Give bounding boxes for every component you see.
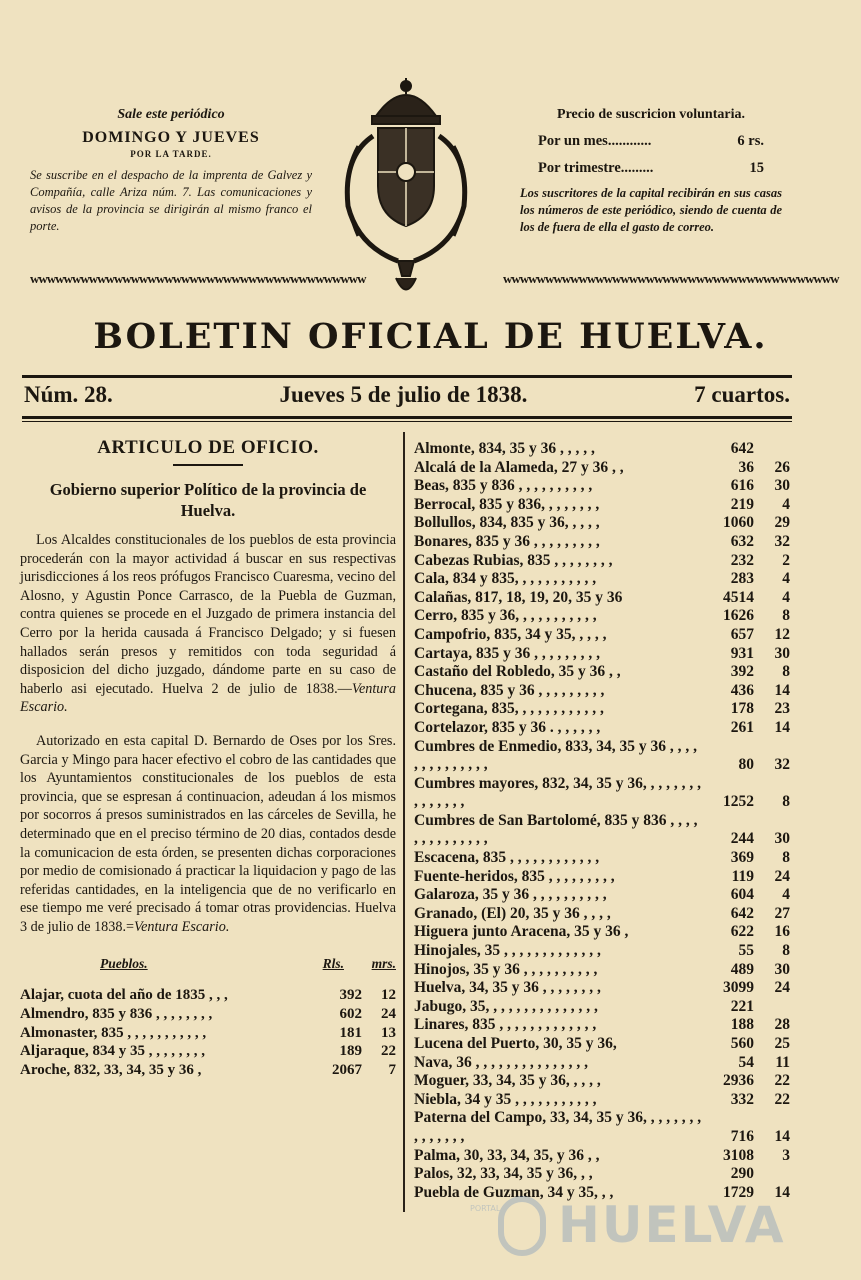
amount-mrs: 26: [774, 458, 790, 476]
town-name: Chucena, 835 y 36 , , , , , , , , ,: [414, 681, 605, 699]
amount-mrs: 8: [782, 663, 790, 681]
amount-mrs: 4: [782, 886, 790, 904]
amount-mrs: 23: [774, 700, 790, 718]
town-name: Berrocal, 835 y 836, , , , , , , ,: [414, 495, 600, 513]
top-rule: [22, 375, 792, 378]
amount-mrs: 8: [782, 849, 790, 867]
town-name: Cartaya, 835 y 36 , , , , , , , , ,: [414, 644, 600, 662]
town-name: Cumbres de Enmedio, 833, 34, 35 y 36 , , , , , , , , , , , , , ,: [414, 737, 698, 774]
signature: Ventura Escario.: [134, 918, 230, 935]
notice-paragraph-2: [20, 732, 396, 937]
table-row: [414, 440, 790, 459]
table-row: [414, 700, 790, 719]
table-row: [20, 1024, 396, 1043]
issue-date: Jueves 5 de julio de 1838.: [279, 382, 528, 407]
amount-rls: 36: [738, 458, 754, 476]
amount-rls: 436: [730, 681, 754, 699]
town-name: Huelva, 34, 35 y 36 , , , , , , , ,: [414, 979, 601, 997]
amount-mrs: 8: [782, 942, 790, 960]
amount-mrs: 24: [774, 979, 790, 997]
table-row: [414, 682, 790, 701]
table-row: [414, 459, 790, 478]
table-row: [414, 1016, 790, 1035]
amount-rls: 283: [730, 570, 754, 588]
amount-rls: 119: [731, 867, 754, 885]
amount-rls: 369: [730, 849, 754, 867]
amount-rls: 931: [730, 644, 754, 662]
table-row: [414, 1091, 790, 1110]
amount-mrs: 13: [381, 1024, 396, 1041]
amount-mrs: 30: [774, 830, 790, 848]
amount-rls: 489: [730, 960, 754, 978]
table-row: [414, 719, 790, 738]
amount-mrs: 11: [775, 1053, 790, 1071]
amount-mrs: 14: [774, 1183, 790, 1201]
amount-rls: 219: [730, 495, 754, 513]
town-name: Aroche, 832, 33, 34, 35 y 36 ,: [20, 1061, 202, 1078]
town-name: Alajar, cuota del año de 1835 , , ,: [20, 987, 228, 1004]
amount-mrs: 30: [774, 477, 790, 495]
price-note: Los suscritores de la capital recibirán en sus casas los números de este periódico, siendo de cuenta de los de fuera de ella el gasto de correo.: [520, 186, 782, 234]
watermark-logo-icon: [498, 1196, 546, 1256]
town-name: Cortelazor, 835 y 36 . , , , , , ,: [414, 718, 601, 736]
amount-rls: 232: [730, 551, 754, 569]
amount-rls: 1729: [723, 1183, 754, 1201]
table-row: [414, 942, 790, 961]
table-row: [414, 1072, 790, 1091]
town-name: Fuente-heridos, 835 , , , , , , , , ,: [414, 867, 615, 885]
amount-mrs: 4: [782, 570, 790, 588]
debt-table-right: [414, 440, 790, 1202]
header-pueblos: Pueblos.: [100, 956, 148, 972]
table-row: [414, 663, 790, 682]
town-name: Linares, 835 , , , , , , , , , , , , ,: [414, 1016, 597, 1034]
amount-mrs: 30: [774, 644, 790, 662]
town-name: Palos, 32, 33, 34, 35 y 36, , ,: [414, 1165, 593, 1183]
town-name: Bonares, 835 y 36 , , , , , , , , ,: [414, 532, 600, 550]
table-row: [414, 1147, 790, 1166]
subscription-info: [30, 107, 312, 235]
town-name: Alcalá de la Alameda, 27 y 36 , ,: [414, 458, 624, 476]
amount-rls: 332: [730, 1090, 754, 1108]
left-column: [20, 437, 396, 1079]
price-label: Por trimestre.........: [538, 160, 654, 176]
subscription-text: Se suscribe en el despacho de la imprenta de Galvez y Compañía, calle Ariza núm. 7. Las comunicaciones y avisos de la provincia se dirigirán al mismo franco el porte.: [30, 168, 312, 233]
amount-mrs: 4: [782, 588, 790, 606]
town-name: Niebla, 34 y 35 , , , , , , , , , , ,: [414, 1090, 597, 1108]
issue-price: 7 cuartos.: [694, 382, 790, 407]
table-row: [414, 607, 790, 626]
town-name: Cerro, 835 y 36, , , , , , , , , , ,: [414, 607, 597, 625]
amount-mrs: 14: [774, 681, 790, 699]
masthead-title: BOLETIN OFICIAL DE HUELVA.: [93, 316, 768, 357]
table-row: [414, 998, 790, 1017]
table-row: [414, 886, 790, 905]
town-name: Campofrio, 835, 34 y 35, , , , ,: [414, 625, 607, 643]
amount-mrs: 7: [388, 1061, 396, 1078]
price-value: 15: [749, 160, 764, 176]
table-row: [414, 477, 790, 496]
amount-rls: 1252: [723, 793, 754, 811]
amount-mrs: 32: [774, 756, 790, 774]
amount-mrs: 8: [782, 607, 790, 625]
amount-mrs: 25: [774, 1035, 790, 1052]
amount-rls: 178: [730, 700, 754, 718]
amount-mrs: 14: [774, 1127, 790, 1145]
amount-rls: 622: [730, 923, 754, 941]
price-info: [520, 107, 782, 236]
table-row: [20, 1061, 396, 1080]
header-mrs: mrs.: [371, 956, 396, 972]
bottom-rule: [22, 416, 792, 419]
column-divider: [403, 432, 405, 1212]
town-name: Almonte, 834, 35 y 36 , , , , ,: [414, 440, 595, 457]
amount-rls: 642: [730, 440, 754, 457]
table-row: [414, 961, 790, 980]
town-name: Almonaster, 835 , , , , , , , , , , ,: [20, 1024, 207, 1041]
town-name: Castaño del Robledo, 35 y 36 , ,: [414, 663, 621, 681]
town-name: Palma, 30, 33, 34, 35, y 36 , ,: [414, 1146, 600, 1164]
amount-rls: 642: [730, 904, 754, 922]
table-row: [20, 986, 396, 1005]
town-name: Escacena, 835 , , , , , , , , , , , ,: [414, 849, 600, 867]
town-name: Nava, 36 , , , , , , , , , , , , , , ,: [414, 1053, 588, 1071]
town-name: Higuera junto Aracena, 35 y 36 ,: [414, 923, 629, 941]
amount-mrs: 22: [774, 1090, 790, 1108]
amount-rls: 54: [738, 1053, 754, 1071]
publication-time: POR LA TARDE.: [130, 149, 212, 159]
amount-rls: 602: [339, 1006, 362, 1023]
watermark-sub: PORTAL: [470, 1204, 501, 1213]
town-name: Galaroza, 35 y 36 , , , , , , , , , ,: [414, 886, 607, 904]
town-name: Aljaraque, 834 y 35 , , , , , , , ,: [20, 1043, 205, 1060]
amount-mrs: 24: [381, 1006, 396, 1023]
town-name: Cabezas Rubias, 835 , , , , , , , ,: [414, 551, 613, 569]
amount-mrs: 27: [774, 904, 790, 922]
table-row: [414, 589, 790, 608]
amount-rls: 261: [730, 718, 754, 736]
price-row-quarter: [520, 160, 782, 177]
amount-rls: 3099: [723, 979, 754, 997]
royal-crest-emblem: [318, 76, 494, 304]
title-divider: [173, 464, 243, 466]
table-row: [414, 812, 790, 849]
table-header: [20, 956, 396, 972]
amount-mrs: 24: [774, 867, 790, 885]
table-row: [414, 775, 790, 812]
amount-rls: 560: [730, 1035, 754, 1052]
table-row: [414, 552, 790, 571]
town-name: Cumbres de San Bartolomé, 835 y 836 , , , , , , , , , , , , , ,: [414, 811, 698, 848]
amount-rls: 80: [738, 756, 754, 774]
town-name: Cumbres mayores, 832, 34, 35 y 36, , , , , , , , , , , , , , ,: [414, 774, 702, 811]
town-name: Jabugo, 35, , , , , , , , , , , , , , ,: [414, 997, 598, 1015]
amount-mrs: 2: [782, 551, 790, 569]
town-name: Calañas, 817, 18, 19, 20, 35 y 36: [414, 588, 623, 606]
amount-mrs: 16: [774, 923, 790, 941]
table-row: [414, 645, 790, 664]
amount-rls: 392: [730, 663, 754, 681]
amount-rls: 1626: [723, 607, 754, 625]
town-name: Cala, 834 y 835, , , , , , , , , , ,: [414, 570, 597, 588]
amount-rls: 392: [339, 987, 362, 1004]
ornament-right: ᴡᴡᴡᴡᴡᴡᴡᴡᴡᴡᴡᴡᴡᴡᴡᴡᴡᴡᴡᴡᴡᴡᴡᴡᴡᴡᴡᴡᴡᴡᴡᴡᴡᴡᴡᴡᴡᴡᴡᴡ: [503, 271, 839, 286]
town-name: Beas, 835 y 836 , , , , , , , , , ,: [414, 477, 593, 495]
price-label: Por un mes............: [538, 133, 652, 149]
town-name: Cortegana, 835, , , , , , , , , , , ,: [414, 700, 604, 718]
amount-rls: 181: [339, 1024, 362, 1041]
ornament-left: ᴡᴡᴡᴡᴡᴡᴡᴡᴡᴡᴡᴡᴡᴡᴡᴡᴡᴡᴡᴡᴡᴡᴡᴡᴡᴡᴡᴡᴡᴡᴡᴡᴡᴡᴡᴡᴡᴡᴡᴡ: [30, 271, 366, 286]
table-row: [20, 1005, 396, 1024]
price-row-month: [520, 133, 782, 150]
town-name: Puebla de Guzman, 34 y 35, , ,: [414, 1183, 614, 1201]
amount-rls: 2936: [723, 1072, 754, 1090]
amount-rls: 616: [730, 477, 754, 495]
paragraph-text: Autorizado en esta capital D. Bernardo de Oses por los Sres. Garcia y Mingo para hacer efectivo el cobro de las cantidades que los Ayuntamientos constitucionales de los pueblos de esta provincia, que se espresan á continuacion, adeudan á los mismos por socorros á presos suministrados en las cárceles de Sevilla, he determinado que en el preciso término de 20 dias, contados desde la comunicacion de esta órden, se presenten dichas corporaciones por medio de comisionado á practicar la liquidacion y pago de las referidas cantidades, en la inteligencia que de no verificarlo en ese tiempo me veré precisado á tomar otras providencias. Huelva 3 de julio de 1838.=: [20, 732, 396, 935]
amount-mrs: 4: [782, 495, 790, 513]
amount-mrs: 32: [774, 532, 790, 550]
table-row: [414, 849, 790, 868]
notice-paragraph-1: [20, 531, 396, 717]
amount-mrs: 29: [774, 514, 790, 532]
table-row: [414, 1054, 790, 1073]
price-value: 6 rs.: [737, 133, 764, 149]
amount-mrs: 12: [381, 987, 396, 1004]
article-title: ARTICULO DE OFICIO.: [97, 437, 319, 458]
amount-rls: 657: [730, 625, 754, 643]
town-name: Lucena del Puerto, 30, 35 y 36,: [414, 1035, 617, 1052]
signature: Ventura Escario.: [20, 680, 396, 716]
publication-days: DOMINGO Y JUEVES: [82, 129, 260, 146]
watermark-text: HUELVA: [558, 1196, 786, 1254]
amount-rls: 604: [730, 886, 754, 904]
bottom-rule-thin: [22, 421, 792, 422]
amount-rls: 221: [730, 997, 754, 1015]
table-row: [414, 923, 790, 942]
amount-mrs: 14: [774, 718, 790, 736]
table-row: [414, 1035, 790, 1054]
price-title: Precio de suscricion voluntaria.: [557, 107, 745, 122]
town-name: Paterna del Campo, 33, 34, 35 y 36, , , , , , , , , , , , , , ,: [414, 1109, 702, 1145]
amount-mrs: 28: [774, 1016, 790, 1034]
town-name: Almendro, 835 y 836 , , , , , , , ,: [20, 1006, 213, 1023]
table-row: [414, 496, 790, 515]
table-row: [414, 979, 790, 998]
town-name: Bollullos, 834, 835 y 36, , , , ,: [414, 514, 600, 532]
debt-table-left: [20, 986, 396, 1079]
header-rls: Rls.: [322, 956, 344, 972]
amount-rls: 290: [730, 1165, 754, 1183]
town-name: Hinojos, 35 y 36 , , , , , , , , , ,: [414, 960, 598, 978]
amount-rls: 632: [730, 532, 754, 550]
amount-mrs: 12: [774, 625, 790, 643]
town-name: Hinojales, 35 , , , , , , , , , , , , ,: [414, 942, 601, 960]
table-row: [414, 905, 790, 924]
table-row: [414, 570, 790, 589]
amount-mrs: 3: [782, 1146, 790, 1164]
amount-rls: 1060: [723, 514, 754, 532]
dateline: [24, 382, 790, 408]
table-row: [414, 738, 790, 775]
publication-line: Sale este periódico: [117, 107, 225, 122]
amount-mrs: 22: [774, 1072, 790, 1090]
amount-rls: 55: [738, 942, 754, 960]
table-row: [414, 626, 790, 645]
town-name: Moguer, 33, 34, 35 y 36, , , , ,: [414, 1072, 601, 1090]
amount-rls: 4514: [723, 588, 754, 606]
table-row: [414, 1165, 790, 1184]
table-row: [414, 1109, 790, 1146]
amount-mrs: 8: [782, 793, 790, 811]
amount-rls: 3108: [723, 1146, 754, 1164]
amount-rls: 2067: [332, 1061, 362, 1078]
amount-rls: 188: [730, 1016, 754, 1034]
issue-number: Núm. 28.: [24, 382, 113, 407]
table-row: [414, 514, 790, 533]
town-name: Granado, (El) 20, 35 y 36 , , , ,: [414, 904, 611, 922]
amount-rls: 716: [730, 1127, 754, 1145]
amount-rls: 189: [339, 1043, 362, 1060]
paragraph-text: Los Alcaldes constitucionales de los pueblos de esta provincia procederán con la mayor actividad á buscar en sus respectivas jurisdicciones á los reos prófugos Francisco Cuaresma, vecino del Alosno, y Agustin Ponce Carrasco, de la Puebla de Guzman, contra quienes se procede en el Juzgado de primera instancia del Cerro por la herida causada á Francisco Delgado; y si fuesen hallados serán presos y remitidos con toda seguridad á disposicion del dicho juzgado, dándome parte en su caso de haberlo asi ejecutado. Huelva 2 de julio de 1838.—: [20, 532, 396, 697]
portal-watermark: [468, 1190, 798, 1270]
table-row: [414, 533, 790, 552]
table-row: [20, 1042, 396, 1061]
amount-mrs: 22: [381, 1043, 396, 1060]
amount-mrs: 30: [774, 960, 790, 978]
amount-rls: 244: [730, 830, 754, 848]
article-subtitle: Gobierno superior Político de la provincia de Huelva.: [49, 480, 367, 520]
table-row: [414, 868, 790, 887]
